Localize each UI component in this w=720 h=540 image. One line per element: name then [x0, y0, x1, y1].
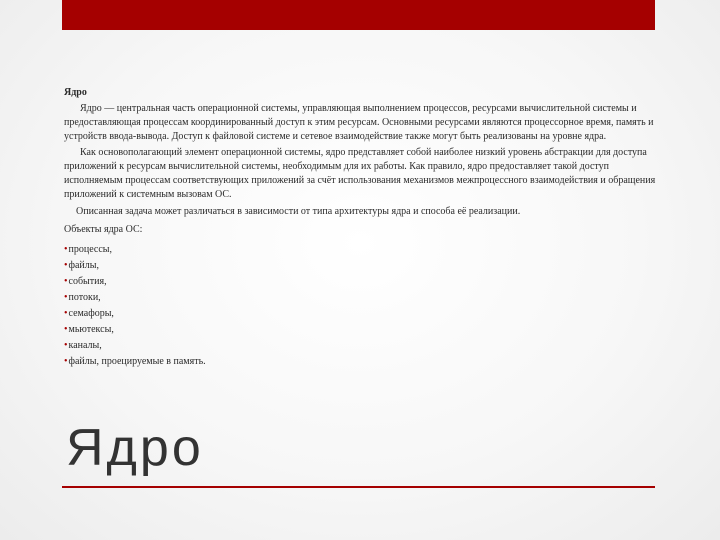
bullet-icon: •	[64, 244, 68, 255]
list-item	[64, 355, 664, 371]
bullet-icon: •	[64, 276, 68, 287]
list-item-text: файлы, проецируемые в память.	[68, 356, 206, 367]
kernel-objects-list	[64, 243, 664, 371]
list-item	[64, 243, 664, 259]
bullet-icon: •	[64, 340, 68, 351]
bullet-icon: •	[64, 260, 68, 271]
list-item-text: каналы,	[68, 340, 102, 351]
slide-title: Ядро	[66, 419, 204, 477]
list-item	[64, 307, 664, 323]
list-item	[64, 259, 664, 275]
bullet-icon: •	[64, 324, 68, 335]
bullet-icon: •	[64, 356, 68, 367]
list-item-text: семафоры,	[68, 308, 114, 319]
top-accent-bar	[62, 0, 655, 30]
paragraph-architecture: Описанная задача может различаться в зависимости от типа архитектуры ядра и способа её реализации.	[76, 206, 521, 217]
list-item	[64, 275, 664, 291]
list-item	[64, 291, 664, 307]
paragraph-definition: Ядро — центральная часть операционной системы, управляющая выполнением процессов, ресурсами вычислительной системы и предоставляющая процессам координированный доступ к этим ресурсам. Основными ресурсами являются процессорное время, память и устройств ввода-вывода. Доступ к файловой системе и сетевое взаимодействие также могут быть реализованы на уровне ядра.	[64, 103, 654, 142]
paragraph-abstraction: Как основополагающий элемент операционной системы, ядро представляет собой наиболее низкий уровень абстракции для доступа приложений к ресурсам вычислительной системы, необходимым для их работы. Как правило, ядро предоставляет такой доступ исполняемым процессам соответствующих приложений за счёт использования механизмов межпроцессного взаимодействия и обращения приложений к системным вызовам ОС.	[64, 147, 656, 200]
list-item	[64, 323, 664, 339]
list-item-text: события,	[68, 276, 107, 287]
list-item-text: потоки,	[68, 292, 101, 303]
bullet-icon: •	[64, 308, 68, 319]
slide-content	[64, 86, 664, 371]
objects-label: Объекты ядра ОС:	[64, 224, 143, 235]
bullet-icon: •	[64, 292, 68, 303]
list-item-text: процессы,	[68, 244, 113, 255]
list-item	[64, 339, 664, 355]
list-item-text: мьютексы,	[68, 324, 114, 335]
title-underline	[62, 486, 655, 488]
list-item-text: файлы,	[68, 260, 99, 271]
content-heading: Ядро	[64, 87, 87, 98]
